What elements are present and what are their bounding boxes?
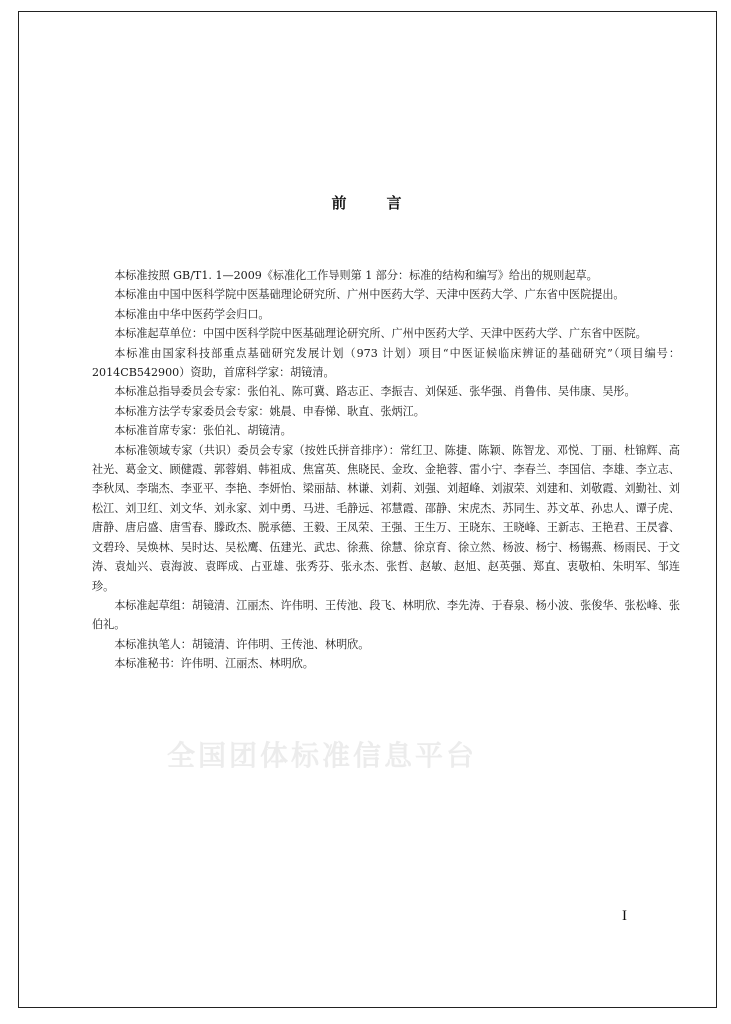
paragraph-general-guidance-experts: 本标准总指导委员会专家：张伯礼、陈可冀、路志正、李振吉、刘保延、张华强、肖鲁伟、吴伟康、吴彤。 <box>114 385 636 399</box>
preface-body <box>92 266 680 674</box>
paragraph-drafting-group: 本标准起草组：胡镜清、江丽杰、许伟明、王传池、段飞、林明欣、李先涛、于春泉、杨小波、张俊华、张松峰、张伯礼。 <box>92 598 680 632</box>
paragraph-drafting-rules: 本标准按照 GB/T1. 1—2009《标准化工作导则第 1 部分：标准的结构和编写》给出的规则起草。 <box>114 269 598 282</box>
title-char-1: 前 <box>331 194 349 212</box>
paragraph-funding: 本标准由国家科技部重点基础研究发展计划（973 计划）项目“中医证候临床辨证的基础研究”（项目编号：2014CB542900）资助，首席科学家：胡镜清。 <box>92 346 680 380</box>
paragraph-methodology-experts: 本标准方法学专家委员会专家：姚晨、申春悌、耿直、张炳江。 <box>114 404 425 418</box>
document-page <box>18 11 717 1008</box>
page-title <box>19 192 716 213</box>
paragraph-domain-experts: 本标准领域专家（共识）委员会专家（按姓氏拼音排序）：常红卫、陈捷、陈颖、陈智龙、邓悦、丁丽、杜锦辉、高社光、葛金文、顾健霞、郭蓉娟、韩祖成、焦富英、焦晓民、金玫、金艳蓉、雷小宁、李春兰、李国信、李雄、李立志、李秋凤、李瑞杰、李亚平、李艳、李妍怡、梁丽喆、林谦、刘莉、刘强、刘超峰、刘淑荣、刘建和、刘敬霞、刘勤社、刘松江、刘卫红、刘文华、刘永家、刘中勇、马进、毛静远、祁慧霞、邵静、宋虎杰、苏同生、苏文革、孙忠人、谭子虎、唐静、唐启盛、唐雪春、滕政杰、脱承德、王毅、王凤荣、王强、王生万、王晓东、王晓峰、王新志、王艳君、王昃睿、文碧玲、吴焕林、吴时达、吴松鹰、伍建光、武忠、徐燕、徐慧、徐京育、徐立然、杨波、杨宁、杨锡燕、杨雨民、于文涛、袁灿兴、袁海波、袁晖成、占亚雄、张秀芬、张永杰、张哲、赵敏、赵旭、赵英强、郑直、衷敬柏、朱明军、邹连珍。 <box>92 443 680 593</box>
paragraph-centralized-management: 本标准由中华中医药学会归口。 <box>114 307 270 321</box>
paragraph-secretaries: 本标准秘书：许伟明、江丽杰、林明欣。 <box>114 657 314 671</box>
paragraph-chief-experts: 本标准首席专家：张伯礼、胡镜清。 <box>114 424 292 438</box>
paragraph-drafting-units: 本标准起草单位：中国中医科学院中医基础理论研究所、广州中医药大学、天津中医药大学、广东省中医院。 <box>114 327 647 341</box>
paragraph-writers: 本标准执笔人：胡镜清、许伟明、王传池、林明欣。 <box>114 637 370 651</box>
watermark: 全国团体标准信息平台 <box>167 739 478 772</box>
page-number: I <box>622 908 627 924</box>
paragraph-proposers: 本标准由中国中医科学院中医基础理论研究所、广州中医药大学、天津中医药大学、广东省中医院提出。 <box>114 288 625 302</box>
title-char-2: 言 <box>386 194 404 212</box>
